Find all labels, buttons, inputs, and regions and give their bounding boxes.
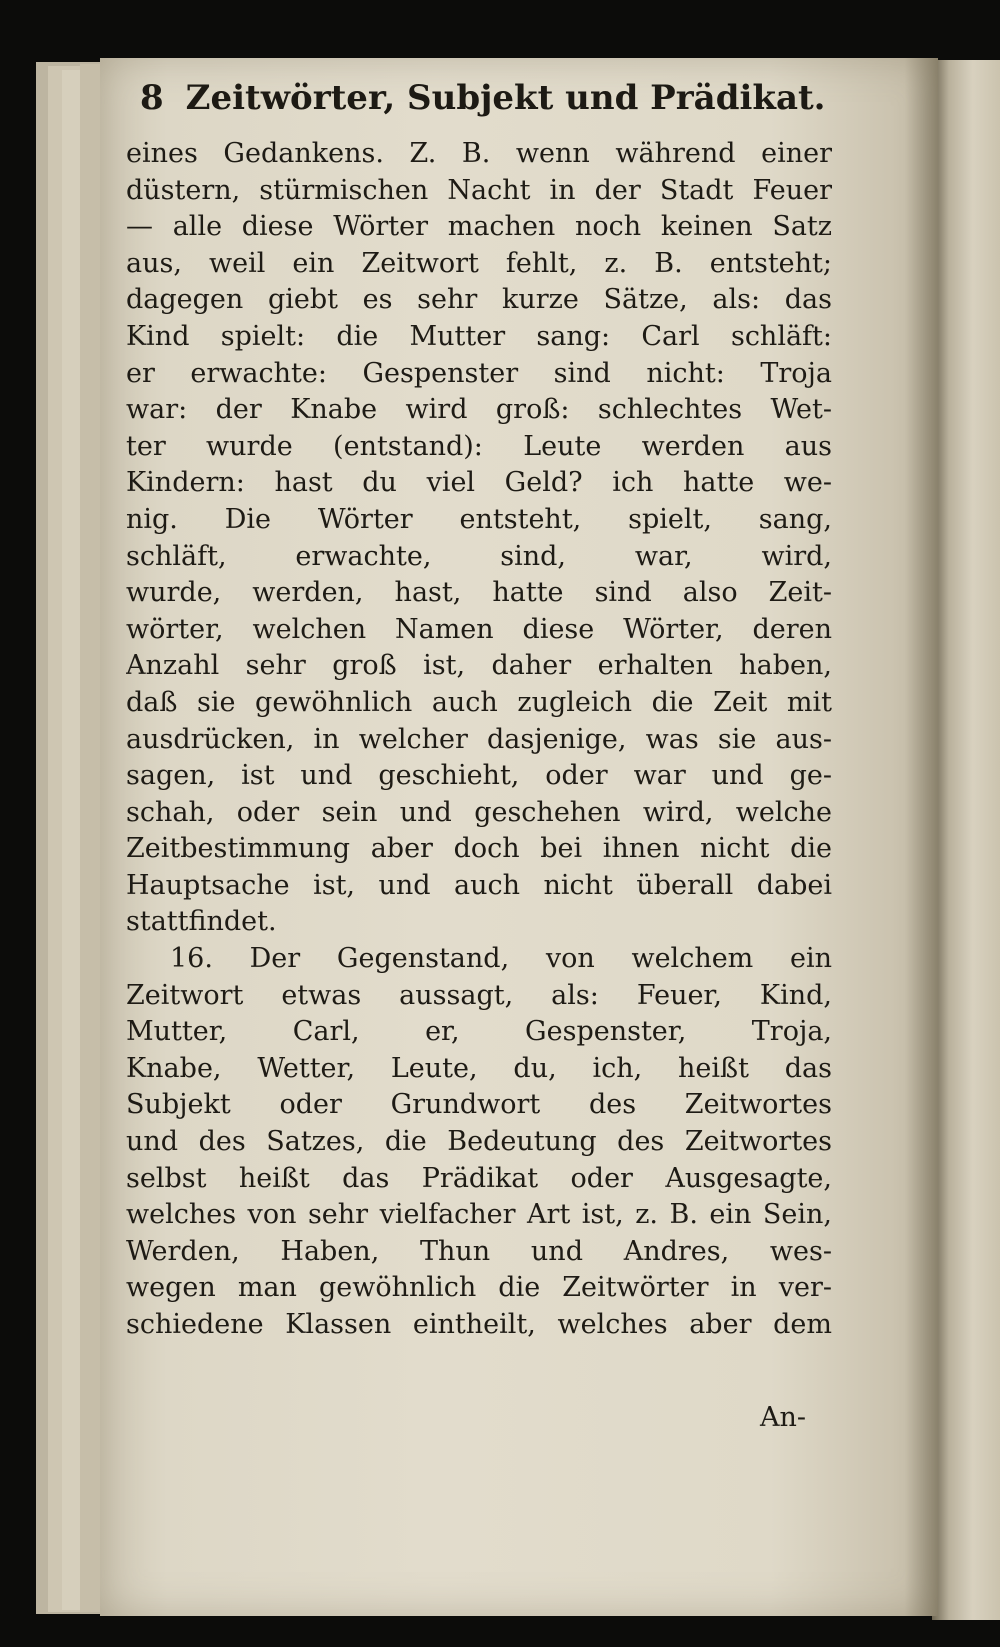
text-line: welches von sehr vielfacher Art ist, z. B. ein Sein, <box>126 1199 832 1231</box>
catchword: An- <box>760 1402 807 1433</box>
text-line: Werden, Haben, Thun und Andres, wes- <box>126 1235 832 1267</box>
text-line: Kind spielt: die Mutter sang: Carl schläft: <box>126 320 832 352</box>
text-line: düstern, stürmischen Nacht in der Stadt Feuer <box>126 174 832 206</box>
text-line: Zeitwort etwas aussagt, als: Feuer, Kind, <box>126 979 832 1011</box>
text-line: dagegen giebt es sehr kurze Sätze, als: das <box>126 284 832 316</box>
text-line: Mutter, Carl, er, Gespenster, Troja, <box>126 1016 832 1048</box>
text-line: daß sie gewöhnlich auch zugleich die Zeit mit <box>126 686 832 718</box>
facing-page-edge <box>932 60 1000 1620</box>
text-line: Kindern: hast du viel Geld? ich hatte we- <box>126 467 832 499</box>
page-number: 8 <box>140 78 164 118</box>
text-line: eines Gedankens. Z. B. wenn während einer <box>126 138 832 169</box>
text-line: selbst heißt das Prädikat oder Ausgesagte, <box>126 1162 832 1194</box>
text-line: aus, weil ein Zeitwort fehlt, z. B. entsteht; <box>126 247 832 279</box>
running-title: Zeitwörter, Subjekt und Prädikat. <box>185 78 826 118</box>
text-line: Knabe, Wetter, Leute, du, ich, heißt das <box>126 1052 832 1084</box>
text-line: Subjekt oder Grundwort des Zeitwortes <box>126 1089 832 1121</box>
text-line: Zeitbestimmung aber doch bei ihnen nicht die <box>126 833 832 865</box>
text-line: wurde, werden, hast, hatte sind also Zeit- <box>126 577 832 609</box>
text-line: und des Satzes, die Bedeutung des Zeitwortes <box>126 1126 832 1158</box>
text-line: Hauptsache ist, und auch nicht überall dabei <box>126 869 832 901</box>
running-header <box>140 78 840 118</box>
text-line: schläft, erwachte, sind, war, wird, <box>126 540 832 572</box>
text-line: war: der Knabe wird groß: schlechtes Wet- <box>126 394 832 426</box>
text-line: sagen, ist und geschieht, oder war und ge- <box>126 760 832 792</box>
text-line: schiedene Klassen eintheilt, welches aber dem <box>126 1309 832 1340</box>
text-line: ausdrücken, in welcher dasjenige, was sie aus- <box>126 723 832 755</box>
paragraph-start-line: 16. Der Gegenstand, von welchem ein <box>170 943 832 975</box>
text-line: nig. Die Wörter entsteht, spielt, sang, <box>126 503 832 535</box>
text-line: wörter, welchen Namen diese Wörter, deren <box>126 613 832 645</box>
body-text <box>126 136 832 1344</box>
text-line: schah, oder sein und geschehen wird, welche <box>126 796 832 828</box>
text-line: — alle diese Wörter machen noch keinen Satz <box>126 211 832 243</box>
text-line: Anzahl sehr groß ist, daher erhalten haben, <box>126 650 832 682</box>
text-line: er erwachte: Gespenster sind nicht: Troja <box>126 357 832 389</box>
text-line: wegen man gewöhnlich die Zeitwörter in ver- <box>126 1272 832 1304</box>
text-line: ter wurde (entstand): Leute werden aus <box>126 430 832 462</box>
text-line: stattfindet. <box>126 906 277 938</box>
